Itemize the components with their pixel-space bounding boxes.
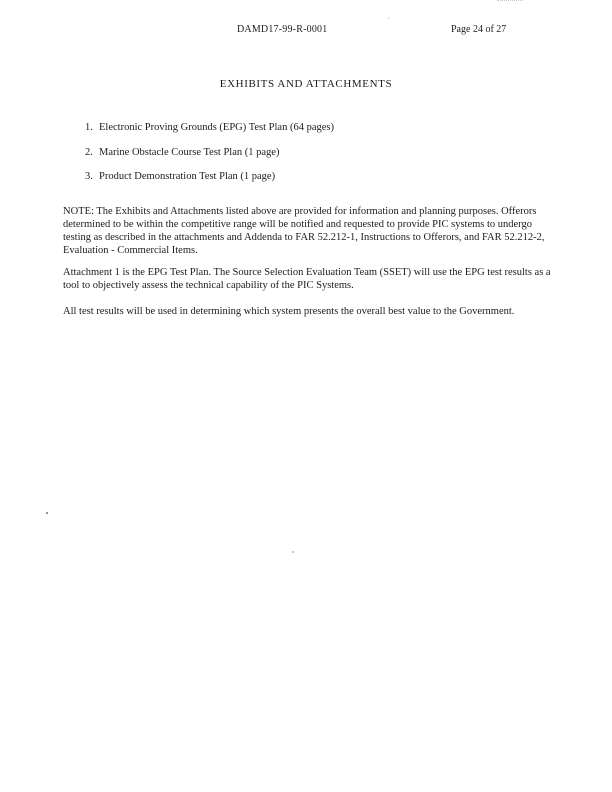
exhibit-list (85, 122, 555, 196)
list-item (85, 171, 555, 182)
section-title: EXHIBITS AND ATTACHMENTS (219, 78, 393, 90)
scan-artifact (497, 0, 523, 6)
list-item (85, 122, 555, 133)
note-paragraph: NOTE: The Exhibits and Attachments listed above are provided for information and planning purposes. Offerors determined to be within the competitive range will be notified and requested to provide PIC systems to undergo testing as described in the attachments and Addenda to FAR 52.212-1, Instructions to Offerors, and FAR 52.212-2, Evaluation - Commercial Items. (63, 206, 545, 256)
body-text (63, 205, 557, 331)
scan-artifact (292, 551, 294, 553)
scan-artifact: ´ (387, 16, 390, 26)
list-item-text: Marine Obstacle Course Test Plan (1 page) (99, 146, 280, 158)
page-header (0, 24, 612, 38)
list-item-text: Product Demonstration Test Plan (1 page) (99, 171, 276, 182)
document-number: DAMD17-99-R-0001 (237, 24, 328, 35)
attachment-paragraph: Attachment 1 is the EPG Test Plan. The Source Selection Evaluation Team (SSET) will use the EPG test results as a tool to objectively assess the technical capability of the PIC Systems. (63, 267, 551, 291)
page-number-label: Page 24 of 27 (451, 24, 507, 35)
closing-paragraph: All test results will be used in determining which system presents the overall best value to the Government. (63, 306, 515, 317)
scan-artifact (46, 512, 48, 514)
list-item-number: 2. (85, 146, 93, 158)
list-item-number: 3. (85, 171, 93, 182)
list-item-text: Electronic Proving Grounds (EPG) Test Plan (64 pages) (99, 122, 334, 133)
list-item-number: 1. (85, 122, 93, 133)
list-item (85, 147, 555, 158)
